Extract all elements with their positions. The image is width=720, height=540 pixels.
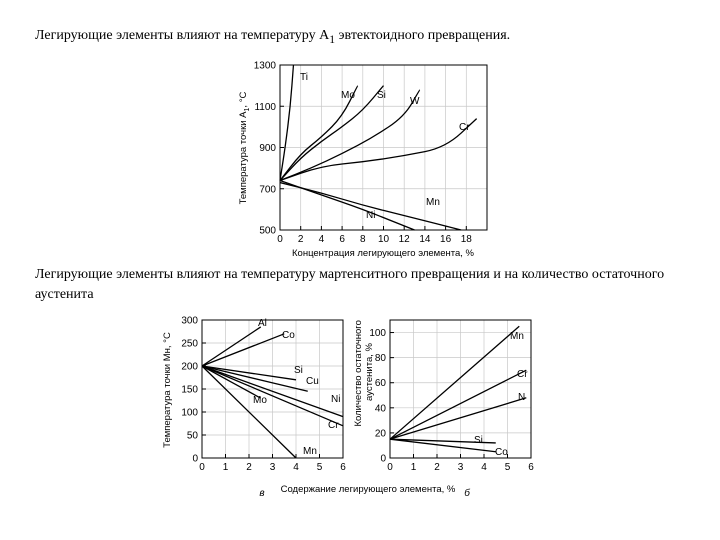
- a1-chart-label-w: W: [410, 96, 420, 107]
- mn-chart-label-mn: Mn: [303, 446, 317, 457]
- a1-chart-xtick-label: 18: [460, 234, 472, 245]
- a1-chart-label-ni: Ni: [366, 210, 376, 221]
- a1-chart-ytick-label: 1300: [253, 60, 276, 72]
- a1-chart-ytick-label: 500: [259, 225, 276, 237]
- austenite-chart-label-cr: Cr: [517, 369, 528, 380]
- a1-chart-label-si: Si: [377, 90, 386, 101]
- a1-chart-xtick-label: 2: [297, 234, 304, 245]
- austenite-chart-label-mn: Mn: [510, 331, 524, 342]
- mn-chart: [162, 316, 346, 500]
- austenite-chart-label-n: N: [518, 392, 526, 403]
- austenite-ylabel-line1: Количество остаточного: [353, 320, 364, 427]
- mn-chart-xtick-label: 6: [340, 462, 346, 473]
- a1-chart-ytick-label: 1100: [254, 101, 276, 113]
- mn-chart-ytick-label: 0: [192, 453, 198, 465]
- mn-chart-label-si: Si: [294, 365, 303, 376]
- mn-chart-ytick-label: 300: [181, 315, 198, 327]
- austenite-chart-ytick-label: 20: [374, 428, 386, 440]
- a1-chart-ytick-label: 900: [259, 143, 276, 154]
- austenite-chart: [353, 318, 534, 500]
- a1-chart-series-ti: [280, 65, 293, 181]
- mn-chart-ytick-label: 50: [186, 430, 198, 442]
- a1-chart-xtick-label: 12: [398, 234, 410, 245]
- mn-chart-ytick-label: 200: [181, 361, 198, 373]
- mn-chart-ylabel: Температура точки Мн, °С: [162, 332, 173, 448]
- a1-chart-ytick-label: 700: [259, 184, 276, 196]
- austenite-chart-ytick-label: 0: [380, 453, 386, 465]
- austenite-chart-xtick-label: 2: [434, 462, 440, 473]
- austenite-chart-xtick-label: 0: [387, 462, 393, 473]
- mn-chart-label-cu: Cu: [306, 376, 319, 387]
- a1-chart-xtick-label: 14: [419, 234, 431, 245]
- a1-chart-label-mn: Mn: [426, 197, 440, 208]
- panel-label-v: в: [259, 488, 265, 499]
- a1-chart-xtick-label: 16: [440, 234, 452, 245]
- austenite-chart-xtick-label: 6: [528, 462, 534, 473]
- mn-chart-label-mo: Mo: [253, 395, 267, 406]
- austenite-chart-ytick-label: 100: [369, 328, 386, 340]
- mn-chart-label-ni: Ni: [331, 394, 341, 405]
- a1-chart-series-si: [280, 86, 384, 181]
- austenite-ylabel-line2: аустенита, %: [364, 343, 375, 401]
- a1-chart-xtick-label: 8: [360, 234, 366, 245]
- a1-chart-label-mo: Mo: [341, 90, 355, 101]
- shared-xlabel: Содержание легирующего элемента, %: [280, 484, 456, 495]
- mn-chart-ytick-label: 100: [181, 407, 198, 419]
- mn-chart-ytick-label: 250: [181, 338, 198, 350]
- austenite-chart-ytick-label: 40: [374, 403, 386, 415]
- p1-text: Легирующие элементы влияют на температуру А: [35, 28, 330, 43]
- mn-chart-xtick-label: 3: [269, 462, 276, 473]
- a1-chart-series-ni: [280, 181, 415, 231]
- a1-chart-xtick-label: 4: [318, 234, 325, 245]
- mn-chart-xtick-label: 2: [246, 462, 252, 473]
- a1-chart: [238, 61, 487, 260]
- austenite-chart-xtick-label: 5: [504, 462, 511, 473]
- austenite-chart-xtick-label: 1: [410, 462, 417, 473]
- a1-chart-label-cr: Cr: [459, 122, 470, 133]
- a1-chart-label-ti: Ti: [300, 72, 308, 83]
- a1-chart-xlabel: Концентрация легирующего элемента, %: [292, 248, 474, 259]
- austenite-chart-xtick-label: 4: [481, 462, 487, 473]
- austenite-chart-label-co: Co: [495, 447, 508, 458]
- mn-chart-xtick-label: 4: [293, 462, 299, 473]
- mn-chart-label-al: Al: [258, 318, 267, 329]
- a1-chart-ylabel: Температура точки $A_1$, °C: [238, 91, 251, 205]
- p1-text-end: эвтектоидного превращения.: [335, 28, 511, 43]
- p1-subscript: 1: [329, 32, 336, 46]
- mn-chart-label-cr: Cr: [328, 420, 339, 431]
- austenite-chart-ytick-label: 60: [374, 378, 386, 390]
- austenite-chart-xtick-label: 3: [457, 462, 464, 473]
- a1-chart-xtick-label: 6: [339, 234, 345, 245]
- austenite-chart-series-cr: [390, 370, 526, 439]
- austenite-chart-label-si: Si: [474, 435, 483, 446]
- austenite-chart-ytick-label: 80: [374, 353, 386, 365]
- a1-chart-series-cr: [280, 119, 477, 181]
- a1-chart-xtick-label: 0: [277, 234, 283, 245]
- mn-chart-label-co: Co: [282, 330, 295, 341]
- mn-chart-ytick-label: 150: [181, 384, 198, 396]
- paragraph-martensite-intro: Легирующие элементы влияют на температуру мартенситного превращения и на количество остаточного аустенита: [35, 267, 665, 302]
- mn-chart-xtick-label: 1: [222, 462, 229, 473]
- panel-label-b: б: [464, 488, 470, 499]
- mn-chart-xtick-label: 5: [316, 462, 323, 473]
- a1-chart-xtick-label: 10: [377, 234, 390, 245]
- mn-chart-xtick-label: 0: [199, 462, 205, 473]
